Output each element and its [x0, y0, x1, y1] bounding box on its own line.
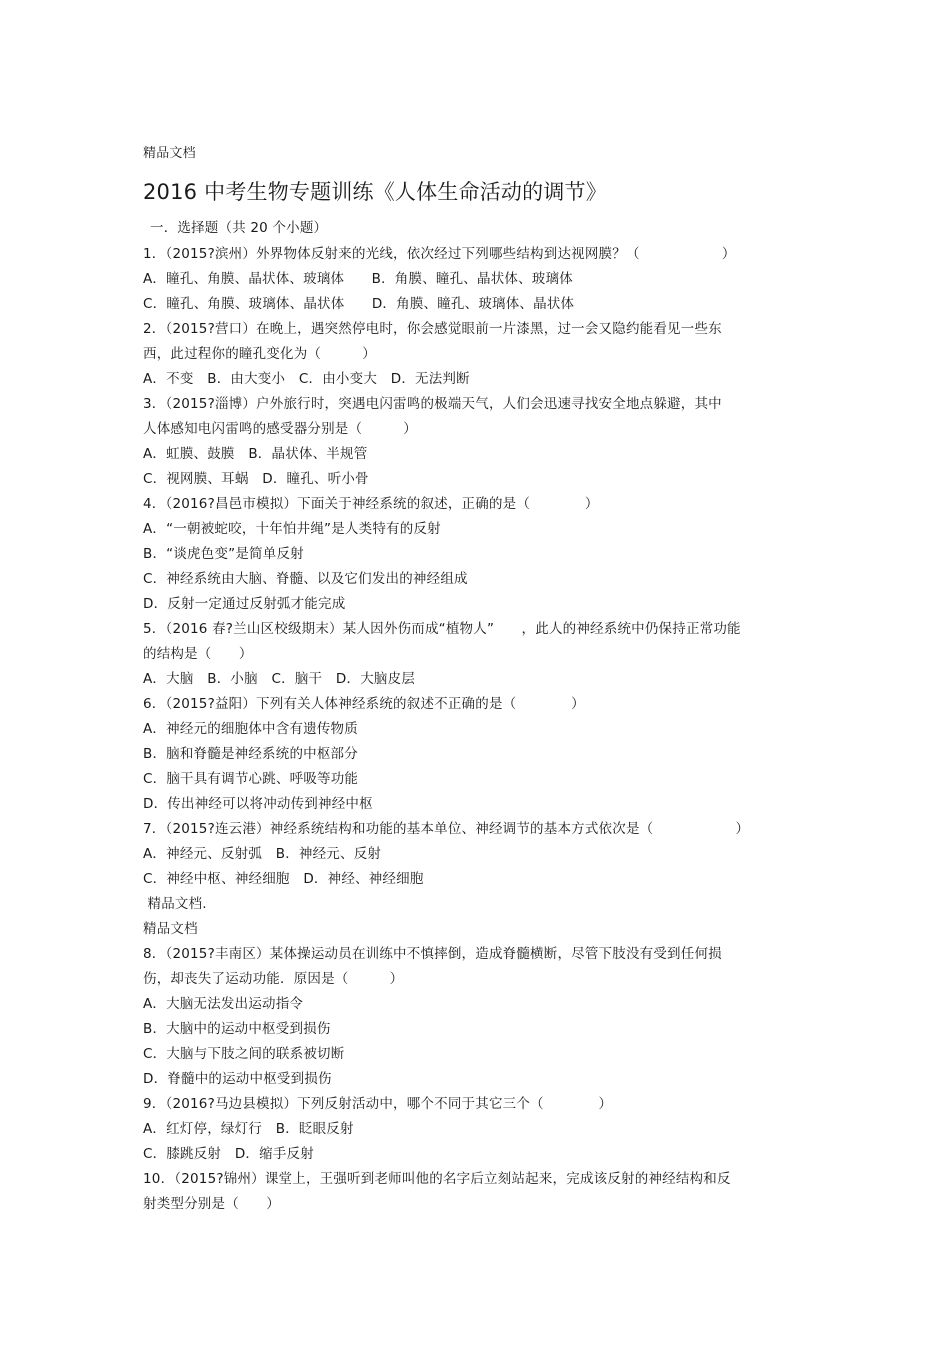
text-line: 3．（2015?淄博）户外旅行时，突遇电闪雷鸣的极端天气，人们会迅速寻找安全地点躲避，其中 [143, 396, 722, 412]
text-line: 精品文档 [143, 921, 198, 937]
text-line: C．膝跳反射 D．缩手反射 [143, 1146, 314, 1162]
text-line: A．神经元、反射弧 B．神经元、反射 [143, 846, 382, 862]
text-line: A．大脑无法发出运动指令 [143, 996, 304, 1012]
text-line: B．大脑中的运动中枢受到损伤 [143, 1021, 331, 1037]
text-line: A．不变 B．由大变小 C．由小变大 D．无法判断 [143, 371, 470, 387]
text-line: 6．（2015?益阳）下列有关人体神经系统的叙述不正确的是（ ） [143, 696, 585, 712]
text-line: B．脑和脊髓是神经系统的中枢部分 [143, 746, 358, 762]
text-line: A．大脑 B．小脑 C．脑干 D．大脑皮层 [143, 671, 416, 687]
text-line: 1．（2015?滨州）外界物体反射来的光线，依次经过下列哪些结构到达视网膜？（ ） [143, 246, 736, 262]
text-line: A．瞳孔、角膜、晶状体、玻璃体 B．角膜、瞳孔、晶状体、玻璃体 [143, 271, 573, 287]
text-line: 伤，却丧失了运动功能．原因是（ ） [143, 971, 404, 987]
text-line: 人体感知电闪雷鸣的感受器分别是（ ） [143, 421, 417, 437]
text-line: 2．（2015?营口）在晚上，遇突然停电时，你会感觉眼前一片漆黑，过一会又隐约能看见一些东 [143, 321, 722, 337]
text-line: 射类型分别是（ ） [143, 1196, 280, 1212]
text-line: C．脑干具有调节心跳、呼吸等功能 [143, 771, 359, 787]
text-line: 西，此过程你的瞳孔变化为（ ） [143, 346, 376, 362]
text-line: A．虹膜、鼓膜 B．晶状体、半规管 [143, 446, 368, 462]
text-line: D．反射一定通过反射弧才能完成 [143, 596, 346, 612]
text-line: 的结构是（ ） [143, 646, 253, 662]
text-line: D．传出神经可以将冲动传到神经中枢 [143, 796, 373, 812]
text-line: 9．（2016?马边县模拟）下列反射活动中，哪个不同于其它三个（ ） [143, 1096, 613, 1112]
text-line: A．红灯停，绿灯行 B．眨眼反射 [143, 1121, 354, 1137]
text-line: 5．（2016 春?兰山区校级期末）某人因外伤而成“植物人” ，此人的神经系统中仍保持正常功能 [143, 621, 741, 637]
text-line: 10．（2015?锦州）课堂上，王强听到老师叫他的名字后立刻站起来，完成该反射的神经结构和反 [143, 1171, 731, 1187]
section-heading: 一．选择题（共 20 个小题） [150, 220, 328, 236]
document-title: 2016 中考生物专题训练《人体生命活动的调节》 [143, 180, 607, 204]
text-line: B．“谈虎色变”是简单反射 [143, 546, 304, 562]
text-line: A．“一朝被蛇咬，十年怕井绳”是人类特有的反射 [143, 521, 441, 537]
page-header: 精品文档 [143, 146, 196, 161]
text-line: 8．（2015?丰南区）某体操运动员在训练中不慎摔倒，造成脊髓横断，尽管下肢没有受到任何损 [143, 946, 722, 962]
text-line: 精品文档. [143, 896, 207, 912]
text-line: C．瞳孔、角膜、玻璃体、晶状体 D．角膜、瞳孔、玻璃体、晶状体 [143, 296, 575, 312]
text-line: C．神经中枢、神经细胞 D．神经、神经细胞 [143, 871, 424, 887]
text-line: C．大脑与下肢之间的联系被切断 [143, 1046, 345, 1062]
text-line: 4．（2016?昌邑市模拟）下面关于神经系统的叙述，正确的是（ ） [143, 496, 599, 512]
text-line: C．视网膜、耳蜗 D．瞳孔、听小骨 [143, 471, 369, 487]
text-line: A．神经元的细胞体中含有遗传物质 [143, 721, 358, 737]
text-line: 7．（2015?连云港）神经系统结构和功能的基本单位、神经调节的基本方式依次是（ ） [143, 821, 750, 837]
text-line: D．脊髓中的运动中枢受到损伤 [143, 1071, 332, 1087]
text-line: C．神经系统由大脑、脊髓、以及它们发出的神经组成 [143, 571, 468, 587]
